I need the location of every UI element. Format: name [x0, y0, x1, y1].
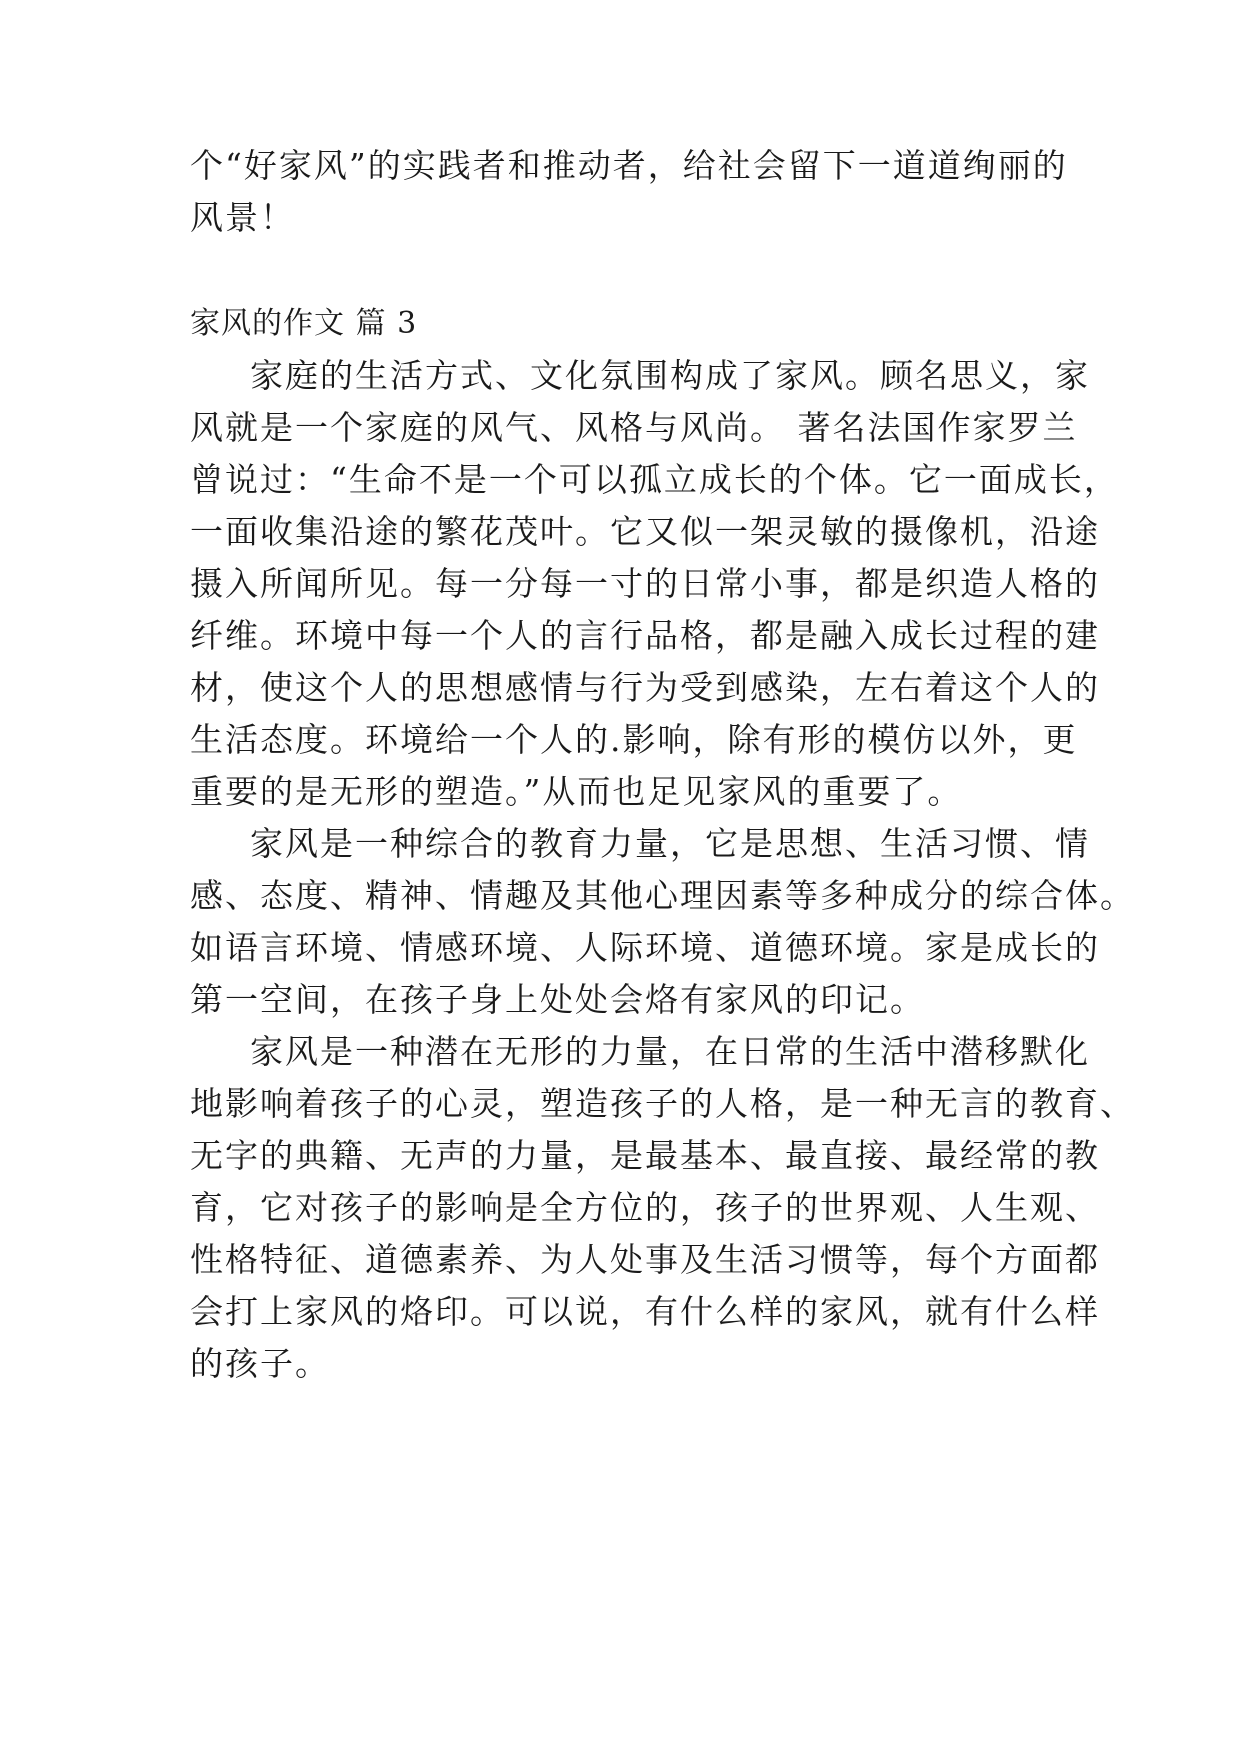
paragraph1-line-8: 生活态度。环境给一个人的.影响，除有形的模仿以外，更	[190, 720, 1078, 759]
paragraph2-line-3: 如语言环境、情感环境、人际环境、道德环境。家是成长的	[190, 928, 1100, 967]
paragraph3-line-3: 无字的典籍、无声的力量，是最基本、最直接、最经常的教	[190, 1136, 1100, 1175]
paragraph3-line-4: 育，它对孩子的影响是全方位的，孩子的世界观、人生观、	[190, 1188, 1100, 1227]
intro-line-2: 风景！	[190, 198, 295, 237]
paragraph1-line-5: 摄入所闻所见。每一分每一寸的日常小事，都是织造人格的	[190, 564, 1100, 603]
paragraph1-line-2: 风就是一个家庭的风气、风格与风尚。 著名法国作家罗兰	[190, 408, 1078, 447]
paragraph3-line-2: 地影响着孩子的心灵，塑造孩子的人格，是一种无言的教育、	[190, 1084, 1135, 1123]
paragraph1-line-9: 重要的是无形的塑造。”从而也足见家风的重要了。	[190, 772, 963, 811]
paragraph2-line-4: 第一空间，在孩子身上处处会烙有家风的印记。	[190, 980, 925, 1019]
paragraph2-line-2: 感、态度、精神、情趣及其他心理因素等多种成分的综合体。	[190, 876, 1135, 915]
paragraph3-line-1: 家风是一种潜在无形的力量，在日常的生活中潜移默化	[250, 1032, 1090, 1071]
intro-line-1: 个“好家风”的实践者和推动者，给社会留下一道道绚丽的	[190, 146, 1068, 185]
paragraph2-line-1: 家风是一种综合的教育力量，它是思想、生活习惯、情	[250, 824, 1090, 863]
paragraph3-line-7: 的孩子。	[190, 1344, 330, 1383]
paragraph1-line-1: 家庭的生活方式、文化氛围构成了家风。顾名思义，家	[250, 356, 1090, 395]
paragraph1-line-4: 一面收集沿途的繁花茂叶。它又似一架灵敏的摄像机，沿途	[190, 512, 1100, 551]
paragraph3-line-6: 会打上家风的烙印。可以说，有什么样的家风，就有什么样	[190, 1292, 1100, 1331]
paragraph3-line-5: 性格特征、道德素养、为人处事及生活习惯等，每个方面都	[190, 1240, 1100, 1279]
paragraph1-line-6: 纤维。环境中每一个人的言行品格，都是融入成长过程的建	[190, 616, 1100, 655]
paragraph1-line-7: 材，使这个人的思想感情与行为受到感染，左右着这个人的	[190, 668, 1100, 707]
section-title: 家风的作文 篇 3	[190, 306, 418, 341]
paragraph1-line-3: 曾说过：“生命不是一个可以孤立成长的个体。它一面成长，	[190, 460, 1119, 499]
